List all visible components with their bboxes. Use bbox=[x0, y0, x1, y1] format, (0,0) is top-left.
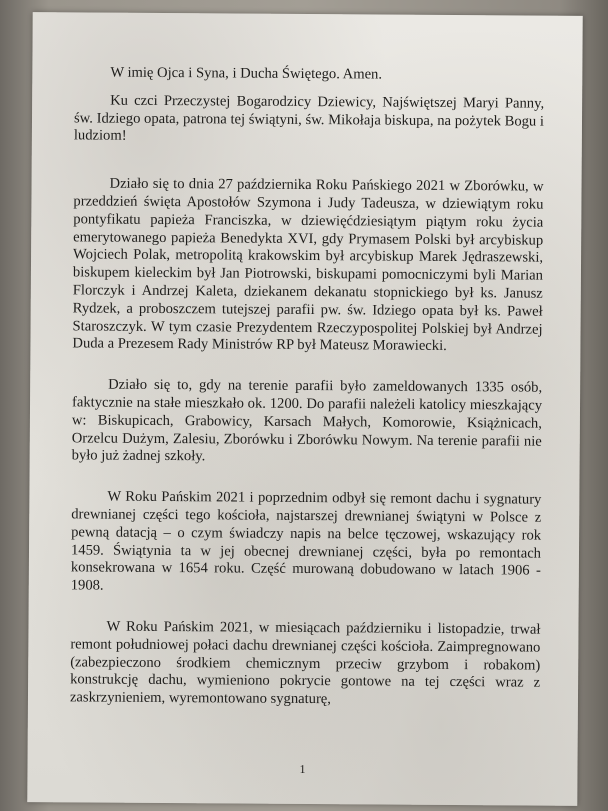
paragraph-roof-renovation-history: W Roku Pańskim 2021 i poprzednim odbył się remont dachu i sygnatury drewnianej części tego kościoła, najstarszej drewnianej świątyni w Polsce z pewną datacją – o czym świadczy napis na belce tęczowej, wskazujący rok 1459. Świątynia ta w jej obecnej drewnianej części, była po remontach konsekrowana w 1654 roku. Część murowaną dobudowano w latach 1906 - 1908. bbox=[70, 488, 542, 594]
page-number: 1 bbox=[299, 761, 306, 777]
invocation-line: W imię Ojca i Syna, i Ducha Świętego. Amen. bbox=[110, 64, 383, 83]
document-body bbox=[70, 64, 544, 710]
paragraph-date-and-officials: Działo się to dnia 27 października Roku Pańskiego 2021 w Zborówku, w przeddzień święta Apostołów Szymona i Judy Tadeusza, w dziewiątym roku pontyfikatu papieża Franciszka, w dziewięćdziesiątym piątym roku życia emerytowanego papieża Benedykta XVI, gdy Prymasem Polski był arcybiskup Wojciech Polak, metropolitą krakowskim był arcybiskup Marek Jędraszewski, biskupem kieleckim był Jan Piotrowski, biskupami pomocniczymi byli Marian Florczyk i Andrzej Kaleta, dziekanem dekanatu stopnickiego był ks. Janusz Rydzek, a proboszczem tutejszej parafii pw. św. Idziego opata był ks. Paweł Staroszczyk. W tym czasie Prezydentem Rzeczypospolitej Polskiej był Andrzej Duda a Prezesem Rady Ministrów RP był Mateusz Morawiecki. bbox=[72, 175, 544, 355]
paragraph-parish-population: Działo się to, gdy na terenie parafii było zameldowanych 1335 osób, faktycznie na stałe mieszkało ok. 1200. Do parafii należeli katolicy mieszkający w: Biskupicach, Grabowicy, Karsach Małych, Komorowie, Książnicach, Orzelcu Dużym, Zalesiu, Zborówku i Zborówku Nowym. Na terenie parafii nie było już żadnej szkoły. bbox=[71, 376, 543, 465]
paragraph-roof-renovation-2021: W Roku Pańskim 2021, w miesiącach październiku i listopadzie, trwał remont południowej połaci dachu drewnianej części kościoła. Zaimpregnowano (zabezpieczono środkiem chemicznym przeciw grzybom i robakom) konstrukcję dachu, wymieniono pokrycie gontowe na tej części wraz z zaskrzynieniem, wyremontowano sygnaturę, bbox=[69, 618, 541, 708]
dedication-paragraph: Ku czci Przeczystej Bogarodzicy Dziewicy, Najświętszej Maryi Panny, św. Idziego opata, patrona tej świątyni, św. Mikołaja biskupa, na pożytek Bogu i ludziom! bbox=[73, 92, 545, 145]
document-page bbox=[27, 12, 583, 806]
